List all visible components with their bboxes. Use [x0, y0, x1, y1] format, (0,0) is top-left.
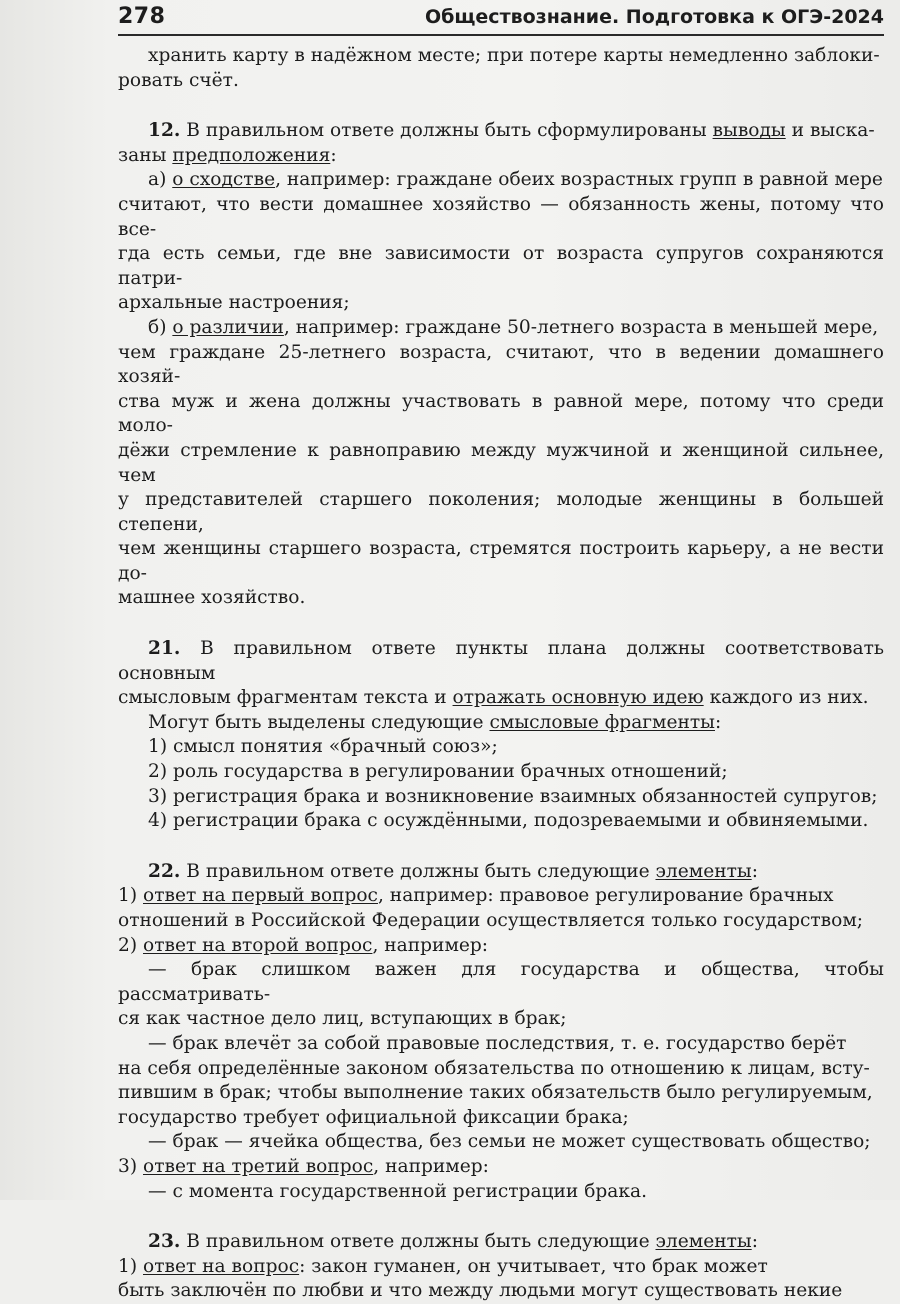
- keyword: выводы: [712, 120, 786, 142]
- text-line: — брак влечёт за собой правовые последствия, т. е. государство берёт: [148, 1032, 847, 1054]
- keyword: смысловые фрагменты: [489, 711, 715, 733]
- text-span: каждого из них.: [703, 687, 869, 709]
- answer-22: [118, 860, 884, 1204]
- keyword: элементы: [655, 1231, 752, 1253]
- text-span: :: [751, 860, 758, 882]
- text-span: , например: правовое регулирование брачных: [377, 885, 834, 907]
- text-line: [118, 1230, 884, 1255]
- text-line: [118, 934, 884, 959]
- text-span: :: [330, 144, 337, 166]
- text-line: чем граждане 25-летнего возраста, считают, что в ведении домашнего хозяй-: [118, 341, 884, 388]
- text-span: В правильном ответе должны быть следующие: [180, 1231, 656, 1253]
- keyword: ответ на второй вопрос: [143, 934, 373, 956]
- text-span: , например:: [372, 934, 489, 956]
- list-item: 1) смысл понятия «брачный союз»;: [148, 736, 498, 758]
- answer-21: [118, 637, 884, 834]
- text-line: [118, 1155, 884, 1180]
- text-span: , например: граждане 50-летнего возраста в меньшей мере,: [283, 316, 879, 338]
- text-line: [118, 1255, 884, 1280]
- text-line: считают, что вести домашнее хозяйство — обязанность жены, потому что все-: [118, 193, 884, 240]
- text-span: смысловым фрагментам текста и: [118, 687, 453, 709]
- text-span: 2): [118, 934, 143, 956]
- text-line: — с момента государственной регистрации брака.: [148, 1180, 647, 1202]
- text-span: б): [148, 316, 173, 338]
- text-span: 1): [118, 1255, 143, 1277]
- page-header: [118, 4, 884, 36]
- answer-number: 22.: [148, 860, 181, 882]
- text-span: В правильном ответе должны быть следующие: [180, 860, 656, 882]
- text-span: :: [714, 711, 722, 733]
- text-span: заны: [118, 144, 173, 166]
- text-line: хранить карту в надёжном месте; при потере карты немедленно заблоки-: [148, 45, 880, 66]
- text-span: а): [148, 169, 173, 191]
- text-line: [118, 860, 884, 885]
- text-span: и выска-: [785, 120, 875, 142]
- keyword: предположения: [172, 144, 331, 166]
- text-line: [118, 144, 884, 169]
- text-span: : закон гуманен, он учитывает, что брак может: [299, 1255, 768, 1277]
- answer-number: 21.: [148, 638, 181, 660]
- text-span: 1): [118, 885, 143, 907]
- answer-12-lead: [118, 119, 884, 144]
- text-line: [118, 316, 884, 341]
- text-line: архальные настроения;: [118, 292, 350, 314]
- text-span: В правильном ответе должны быть сформулированы: [180, 120, 713, 142]
- intro-paragraph: [118, 44, 884, 93]
- keyword: ответ на вопрос: [143, 1255, 300, 1277]
- list-item: 2) роль государства в регулировании брачных отношений;: [148, 761, 728, 783]
- text-line: [118, 686, 884, 711]
- text-line: дёжи стремление к равноправию между мужчиной и женщиной сильнее, чем: [118, 439, 884, 486]
- text-line: государство требует официальной фиксации брака;: [118, 1106, 629, 1128]
- text-span: :: [751, 1231, 758, 1253]
- keyword: о различии: [172, 316, 284, 338]
- text-span: Могут быть выделены следующие: [148, 711, 490, 733]
- text-line: — брак — ячейка общества, без семьи не может существовать общество;: [148, 1131, 871, 1153]
- answer-number: 12.: [148, 120, 181, 142]
- page-content: [118, 44, 884, 1304]
- text-line: быть заключён по любви и что между людьми могут существовать некие: [118, 1280, 843, 1302]
- text-line: отношений в Российской Федерации осуществляется только государством;: [118, 910, 864, 931]
- keyword: элементы: [655, 860, 752, 882]
- answer-number: 23.: [148, 1231, 181, 1253]
- keyword: ответ на третий вопрос: [143, 1155, 374, 1177]
- text-line: [118, 168, 884, 193]
- running-head: Обществознание. Подготовка к ОГЭ-2024: [425, 6, 884, 28]
- keyword: о сходстве: [172, 169, 276, 191]
- text-line: пившим в брак; чтобы выполнение таких обязательств было регулируемым,: [118, 1082, 873, 1104]
- text-span: , например: граждане обеих возрастных групп в равной мере: [275, 169, 883, 191]
- list-item: 4) регистрации брака с осуждёнными, подозреваемыми и обвиняемыми.: [148, 810, 869, 832]
- text-line: чем женщины старшего возраста, стремятся построить карьеру, а не вести до-: [118, 538, 884, 584]
- keyword: отражать основную идею: [452, 687, 704, 709]
- page-number: 278: [118, 4, 166, 29]
- text-span: 3): [118, 1155, 143, 1177]
- text-line: — брак слишком важен для государства и общества, чтобы рассматривать-: [118, 959, 884, 1005]
- text-line: машнее хозяйство.: [118, 587, 306, 609]
- answer-12: [118, 119, 884, 611]
- text-line: ся как частное дело лиц, вступающих в брак;: [118, 1008, 567, 1030]
- text-line: у представителей старшего поколения; молодые женщины в большей степени,: [118, 489, 884, 535]
- text-line: ровать счёт.: [118, 69, 239, 91]
- text-line: на себя определённые законом обязательства по отношению к лицам, всту-: [118, 1057, 870, 1079]
- list-item: 3) регистрация брака и возникновение взаимных обязанностей супругов;: [148, 785, 878, 807]
- text-span: , например:: [373, 1155, 489, 1177]
- text-line: [118, 711, 884, 736]
- text-line: [118, 884, 884, 909]
- text-span: В правильном ответе пункты плана должны соответствовать основным: [118, 638, 884, 684]
- text-line: [118, 637, 884, 686]
- text-line: гда есть семьи, где вне зависимости от возраста супругов сохраняются патри-: [118, 243, 884, 289]
- answer-23: [118, 1230, 884, 1304]
- keyword: ответ на первый вопрос: [143, 885, 378, 907]
- text-line: ства муж и жена должны участвовать в равной мере, потому что среди моло-: [118, 390, 884, 437]
